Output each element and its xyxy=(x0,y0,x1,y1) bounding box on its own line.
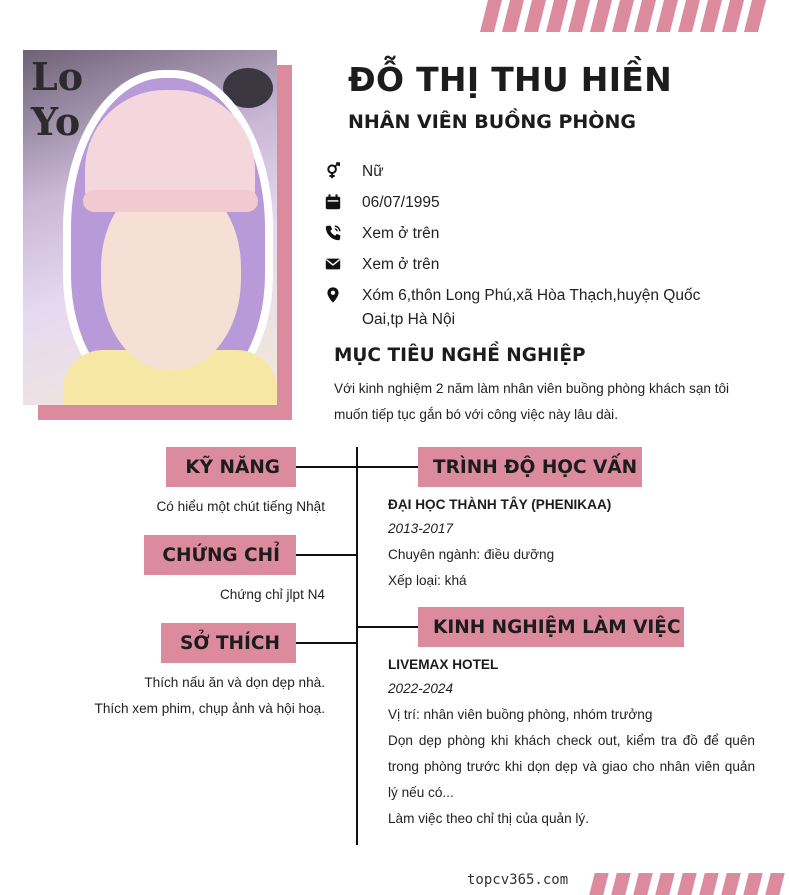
objective-text: Với kinh nghiệm 2 năm làm nhân viên buồng phòng khách sạn tôi muốn tiếp tục gắn bó với công việc này lâu dài. xyxy=(334,381,730,422)
footer-watermark: topcv365.com xyxy=(467,872,569,888)
experience-period: 2022-2024 xyxy=(388,681,454,696)
photo-cap-brim xyxy=(83,190,258,212)
connector-hobbies xyxy=(296,642,356,644)
contact-row-birthday xyxy=(322,191,742,215)
gender-icon xyxy=(322,160,362,182)
hobbies-header: SỞ THÍCH xyxy=(161,623,296,663)
experience-header: KINH NGHIỆM LÀM VIỆC xyxy=(418,607,684,647)
experience-duty-2: Làm việc theo chỉ thị của quản lý. xyxy=(388,811,589,826)
experience-duty-1: Dọn dẹp phòng khi khách check out, kiểm tra đồ để quên trong phòng trước khi dọn dẹp và giao cho nhân viên quản lý nếu có... xyxy=(388,733,755,800)
education-school: ĐẠI HỌC THÀNH TÂY (PHENIKAA) xyxy=(388,497,612,512)
address-text: Xóm 6,thôn Long Phú,xã Hòa Thạch,huyện Quốc Oai,tp Hà Nội xyxy=(362,287,701,328)
experience-block xyxy=(388,654,755,832)
hobbies-item-1: Thích nấu ăn và dọn dẹp nhà. xyxy=(144,675,325,690)
certificates-item: Chứng chỉ jlpt N4 xyxy=(219,587,325,602)
connector-experience xyxy=(357,626,418,628)
photo-background-lettering: Lo Yo xyxy=(31,54,84,144)
profile-photo xyxy=(23,50,277,405)
education-grade: Xếp loại: khá xyxy=(388,573,467,588)
contact-row-gender xyxy=(322,160,742,184)
experience-position: Vị trí: nhân viên buồng phòng, nhóm trưởng xyxy=(388,707,653,722)
email-text: Xem ở trên xyxy=(362,256,440,273)
education-period: 2013-2017 xyxy=(388,521,454,536)
connector-certificates xyxy=(296,554,356,556)
timeline-vertical-line xyxy=(356,447,358,845)
education-header: TRÌNH ĐỘ HỌC VẤN xyxy=(418,447,642,487)
contact-row-email xyxy=(322,253,742,277)
education-block xyxy=(388,494,755,594)
candidate-name: ĐỖ THỊ THU HIỀN xyxy=(348,60,673,99)
education-major: Chuyên ngành: điều dưỡng xyxy=(388,547,555,562)
mail-icon xyxy=(322,253,362,275)
gender-text: Nữ xyxy=(362,163,384,180)
phone-icon xyxy=(322,222,362,244)
birthday-text: 06/07/1995 xyxy=(362,194,440,211)
connector-education xyxy=(357,466,418,468)
job-title: NHÂN VIÊN BUỒNG PHÒNG xyxy=(348,111,636,133)
contact-row-address xyxy=(322,284,742,332)
hobbies-item-2: Thích xem phim, chụp ảnh và hội hoạ. xyxy=(94,701,325,716)
calendar-icon xyxy=(322,191,362,213)
contact-row-phone xyxy=(322,222,742,246)
bottom-stripe-decoration xyxy=(592,873,790,895)
connector-skills xyxy=(296,466,356,468)
contact-info xyxy=(322,160,742,339)
skills-header: KỸ NĂNG xyxy=(166,447,296,487)
location-icon xyxy=(322,284,362,306)
objective-title: MỤC TIÊU NGHỀ NGHIỆP xyxy=(334,345,586,366)
phone-text: Xem ở trên xyxy=(362,225,440,242)
skills-item: Có hiểu một chút tiếng Nhật xyxy=(156,499,325,514)
top-stripe-decoration xyxy=(484,0,790,32)
experience-company: LIVEMAX HOTEL xyxy=(388,657,499,672)
certificates-header: CHỨNG CHỈ xyxy=(144,535,296,575)
